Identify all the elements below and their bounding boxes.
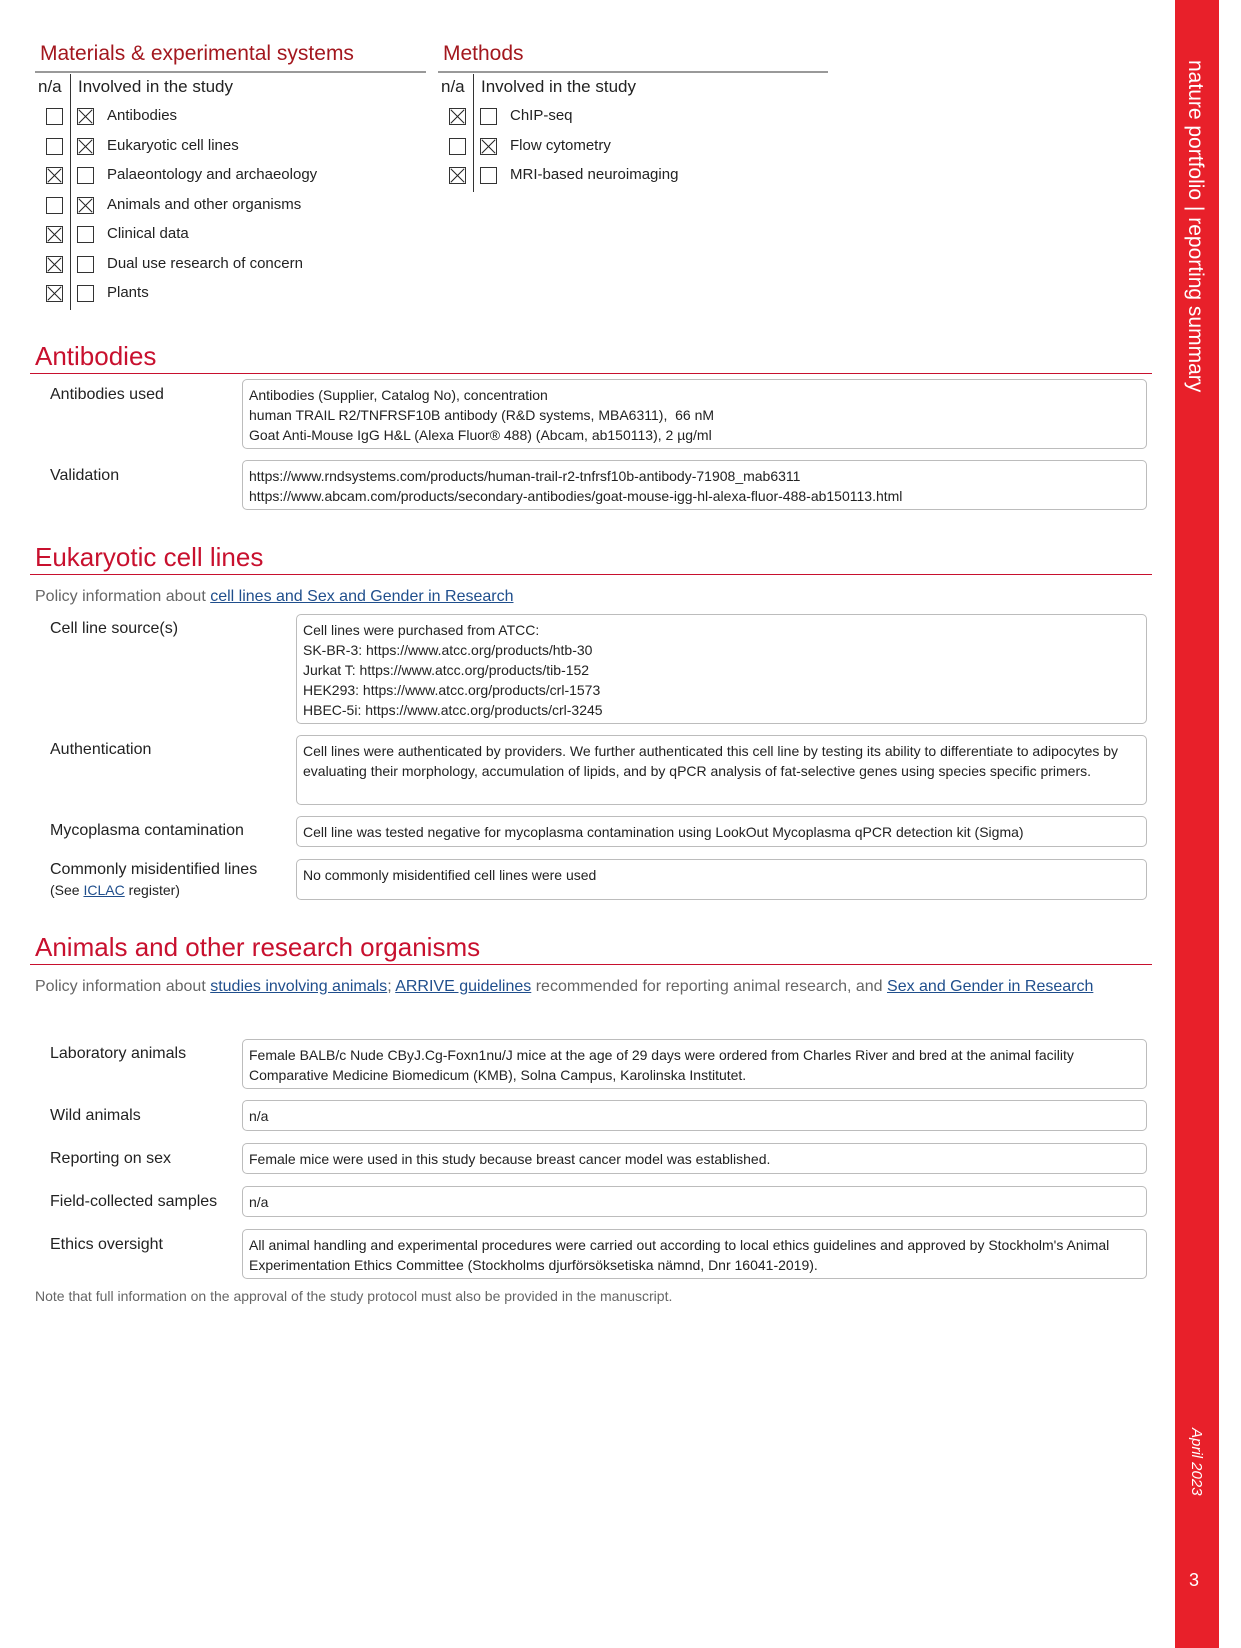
methods-item-label: Flow cytometry xyxy=(510,136,611,154)
animals-title: Animals and other research organisms xyxy=(35,932,481,962)
validation-field[interactable]: https://www.rndsystems.com/products/human-trail-r2-tnfrsf10b-antibody-71908_mab6311 https://www.abcam.com/products/secondary-antibodies/goat-mouse-igg-hl-alexa-fluor-488-ab150113.html xyxy=(242,460,1147,510)
animals-policy-sep: ; xyxy=(387,978,396,995)
materials-involved-checkbox[interactable] xyxy=(77,197,94,214)
animals-rule xyxy=(30,964,1152,965)
methods-involved-checkbox[interactable] xyxy=(480,138,497,155)
animals-policy-prefix: Policy information about xyxy=(35,978,211,995)
cell-lines-title: Eukaryotic cell lines xyxy=(35,542,264,572)
misidentified-label: Commonly misidentified lines xyxy=(50,861,258,878)
materials-na-checkbox[interactable] xyxy=(46,226,63,243)
antibodies-title: Antibodies xyxy=(35,341,157,371)
antibodies-used-label: Antibodies used xyxy=(50,386,164,403)
methods-involved-checkbox[interactable] xyxy=(480,108,497,125)
materials-involved-checkbox[interactable] xyxy=(77,285,94,302)
authentication-field[interactable]: Cell lines were authenticated by providers. We further authenticated this cell line by testing its ability to differentiate to adipocytes by evaluating their morphology, accumulation of lipids, and by qPCR analysis of fat-selective genes using species specific primers. xyxy=(296,735,1147,805)
cell-line-source-field[interactable]: Cell lines were purchased from ATCC: SK-BR-3: https://www.atcc.org/products/htb-30 Jurkat T: https://www.atcc.org/products/tib-152 HEK293: https://www.atcc.org/products/crl-1573 HBEC-5i: https://www.atcc.org/products/crl-3245 xyxy=(296,614,1147,724)
materials-na-checkbox[interactable] xyxy=(46,197,63,214)
materials-item-label: Animals and other organisms xyxy=(107,195,302,213)
methods-na-header: n/a xyxy=(441,77,465,96)
antibodies-used-field[interactable]: Antibodies (Supplier, Catalog No), concentration human TRAIL R2/TNFRSF10B antibody (R&D systems, MBA6311), 66 nM Goat Anti-Mouse IgG H&L (Alexa Fluor® 488) (Abcam, ab150113), 2 µg/ml xyxy=(242,379,1147,449)
materials-involved-header: Involved in the study xyxy=(78,77,233,96)
materials-na-checkbox[interactable] xyxy=(46,108,63,125)
wild-animals-label: Wild animals xyxy=(50,1107,141,1124)
iclac-note-prefix: (See xyxy=(50,882,84,898)
methods-involved-header: Involved in the study xyxy=(481,77,636,96)
materials-item-label: Clinical data xyxy=(107,225,189,242)
animals-policy-mid: recommended for reporting animal research, and xyxy=(531,978,888,995)
mycoplasma-label: Mycoplasma contamination xyxy=(50,822,244,839)
methods-item-label: ChIP-seq xyxy=(510,107,573,124)
materials-heading: Materials & experimental systems xyxy=(40,42,354,65)
page-number: 3 xyxy=(1189,1570,1200,1590)
mycoplasma-field[interactable]: Cell line was tested negative for mycoplasma contamination using LookOut Mycoplasma qPCR detection kit (Sigma) xyxy=(296,816,1147,847)
methods-divider xyxy=(473,74,474,192)
materials-involved-checkbox[interactable] xyxy=(77,226,94,243)
materials-na-checkbox[interactable] xyxy=(46,167,63,184)
materials-involved-checkbox[interactable] xyxy=(77,108,94,125)
antibodies-rule xyxy=(30,373,1152,374)
animals-policy xyxy=(35,975,1145,998)
methods-na-checkbox[interactable] xyxy=(449,108,466,125)
cell-lines-rule xyxy=(30,574,1152,575)
cell-lines-policy xyxy=(35,585,1145,608)
materials-item-label: Antibodies xyxy=(107,107,178,124)
materials-involved-checkbox[interactable] xyxy=(77,138,94,155)
methods-item-label: MRI-based neuroimaging xyxy=(510,166,679,183)
methods-involved-checkbox[interactable] xyxy=(480,167,497,184)
ethics-oversight-label: Ethics oversight xyxy=(50,1236,163,1253)
ethics-oversight-field[interactable]: All animal handling and experimental procedures were carried out according to local ethics guidelines and approved by Stockholm's Animal Experimentation Ethics Committee (Stockholms djurförsöksetiska nämnd, Dnr 16041-2019). xyxy=(242,1229,1147,1279)
laboratory-animals-field[interactable]: Female BALB/c Nude CByJ.Cg-Foxn1nu/J mice at the age of 29 days were ordered from Charles River and bred at the animal facility Comparative Medicine Biomedicum (KMB), Solna Campus, Karolinska Institutet. xyxy=(242,1039,1147,1089)
materials-na-header: n/a xyxy=(38,77,62,96)
iclac-note-suffix: register) xyxy=(124,882,180,898)
cell-line-source-label: Cell line source(s) xyxy=(50,620,179,637)
materials-item-label: Eukaryotic cell lines xyxy=(107,136,239,154)
materials-item-label: Dual use research of concern xyxy=(107,254,303,272)
misidentified-field[interactable]: No commonly misidentified cell lines were used xyxy=(296,859,1147,900)
studies-involving-animals-link[interactable]: studies involving animals xyxy=(210,978,388,995)
methods-na-checkbox[interactable] xyxy=(449,167,466,184)
materials-rule xyxy=(35,71,426,73)
materials-item-label: Plants xyxy=(107,284,149,301)
authentication-label: Authentication xyxy=(50,741,152,758)
materials-na-checkbox[interactable] xyxy=(46,285,63,302)
materials-divider xyxy=(70,74,71,310)
materials-involved-checkbox[interactable] xyxy=(77,167,94,184)
iclac-note xyxy=(50,882,180,898)
arrive-guidelines-link[interactable]: ARRIVE guidelines xyxy=(395,978,532,995)
cell-lines-policy-link[interactable]: cell lines and Sex and Gender in Research xyxy=(210,588,514,605)
materials-na-checkbox[interactable] xyxy=(46,256,63,273)
iclac-link[interactable]: ICLAC xyxy=(83,882,125,898)
methods-na-checkbox[interactable] xyxy=(449,138,466,155)
brand-label: nature portfolio | reporting summary xyxy=(1184,60,1207,393)
protocol-footnote: Note that full information on the approval of the study protocol must also be provided in the manuscript. xyxy=(35,1288,673,1304)
materials-na-checkbox[interactable] xyxy=(46,138,63,155)
laboratory-animals-label: Laboratory animals xyxy=(50,1045,187,1062)
methods-heading: Methods xyxy=(443,42,524,65)
sex-gender-research-link[interactable]: Sex and Gender in Research xyxy=(887,978,1094,995)
validation-label: Validation xyxy=(50,467,120,484)
reporting-sex-field[interactable]: Female mice were used in this study because breast cancer model was established. xyxy=(242,1143,1147,1174)
date-label: April 2023 xyxy=(1188,1428,1205,1496)
methods-rule xyxy=(438,71,828,73)
reporting-sex-label: Reporting on sex xyxy=(50,1150,171,1167)
materials-involved-checkbox[interactable] xyxy=(77,256,94,273)
materials-item-label: Palaeontology and archaeology xyxy=(107,166,318,183)
field-samples-field[interactable]: n/a xyxy=(242,1186,1147,1217)
wild-animals-field[interactable]: n/a xyxy=(242,1100,1147,1131)
sidebar-band xyxy=(1175,0,1219,1648)
cell-lines-policy-prefix: Policy information about xyxy=(35,588,211,605)
field-samples-label: Field-collected samples xyxy=(50,1193,218,1210)
